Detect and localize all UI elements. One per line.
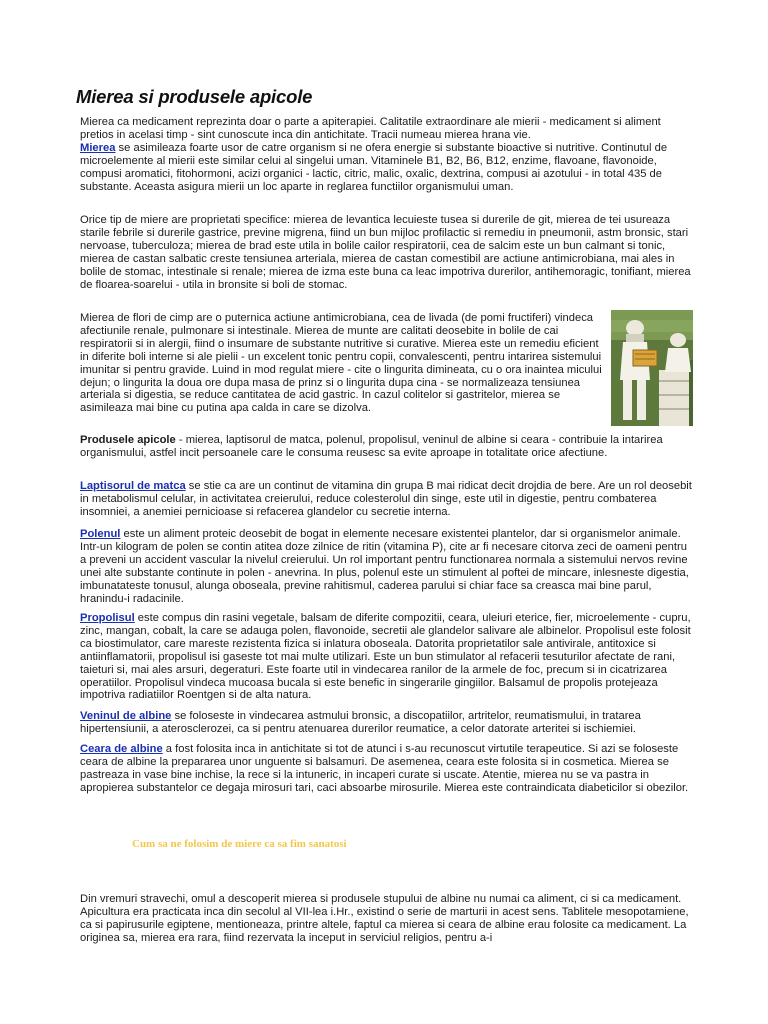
pollen-text: este un aliment proteic deosebit de bogat in elemente necesare existentei plantelor, dar si organismelor animale. Intr-un kilogram de polen se contin atitea doze zilnice de ritin (vitamina P), cite ar fi necesare citorva zeci de oameni pentru a preveni un accident vascular la nivelul creierului. Un rol important pentru functionarea normala a sistemului nervos revine unei alte substante continute in polen - anevrina. In plus, polenul este un stimulent al poftei de mincare, inlesneste digestia, imbunatateste tonusul, alunga oboseala, previne rahitismul, caderea parului si chiar face sa creasca mai bine parul, hranindu-i radacinile. xyxy=(80,528,689,605)
link-veninul-de-albine[interactable]: Veninul de albine xyxy=(80,710,172,722)
section-subheading: Cum sa ne folosim de miere ca sa fim sanatosi xyxy=(132,838,347,850)
page-title: Mierea si produsele apicole xyxy=(76,86,313,107)
paragraph-intro xyxy=(80,116,694,193)
propolis-text: este compus din rasini vegetale, balsam de diferite compozitii, ceara, uleiuri eterice, fier, microelemente - cupru, zinc, mangan, cobalt, la care se adauga polen, flavonoide, secretii ale glandelor salivare ale albinelor. Propolisul este folosit ca biostimulator, care mareste rezistenta fizica si inlatura oboseala. Datorita proprietatilor sale antivirale, antitoxice si antiinflamatorii, propolisul isi gaseste tot mai multe utilizari. Este un bun stimulator al refacerii tesuturilor afectate de rani, taieturi si, mai ales arsuri, degeraturi. Este foarte util in vindecarea ranilor de la armele de foc, precum si in cicatrizarea operatiilor. Propolisul vindeca mucoasa bucala si este benefic in singerarile gingiilor. Balsamul de propolis protejeaza impotriva radiatiilor Roentgen si de alta natura. xyxy=(80,612,691,702)
paragraph-apicultural-products xyxy=(80,434,694,460)
paragraph-royal-jelly xyxy=(80,480,694,519)
royal-jelly-text: se stie ca are un continut de vitamina din grupa B mai ridicat decit drojdia de bere. Are un rol deosebit in metabolismul celular, in activitatea creierului, reduce colesterolul din singe, este util in digestie, pentru combaterea insomniei, a anemiei pernicioase si refacerea glandelor cu secretie interna. xyxy=(80,480,692,518)
paragraph-propolis xyxy=(80,612,694,702)
bee-venom-text: se foloseste in vindecarea astmului bronsic, a discopatiilor, artritelor, reumatismului, in tratarea hipertensiunii, a aterosclerozei, ca si pentru atenuarea durerilor reumatice, a celor datorate arteritei si ischiemiei. xyxy=(80,710,641,735)
paragraph-pollen xyxy=(80,528,694,605)
intro-text: Mierea ca medicament reprezinta doar o parte a apiterapiei. Calitatile extraordinare ale mierii - medicament si aliment pretios in acelasi timp - sint cunoscute inca din antichitate. Tracii numeau mierea hrana vie. xyxy=(80,116,661,141)
link-propolisul[interactable]: Propolisul xyxy=(80,612,135,624)
paragraph-bee-venom xyxy=(80,710,694,736)
link-laptisorul-de-matca[interactable]: Laptisorul de matca xyxy=(80,480,186,492)
beeswax-text: a fost folosita inca in antichitate si tot de atunci i s-au recunoscut virtutile terapeutice. Si azi se foloseste ceara de albine la prepararea unor unguente si balsamuri. De asemenea, ceara este folosita si in cosmetica. Mierea se pastreaza in vase bine inchise, la rece si la intuneric, in incaperi curate si uscate. Atentie, mierea nu se va pastra in apropierea substantelor ce degaja mirosuri tari, caci absoarbe mirosurile. Mierea este contraindicata diabeticilor si obezilor. xyxy=(80,743,689,794)
apicultural-products-text: - mierea, laptisorul de matca, polenul, propolisul, veninul de albine si ceara - contribuie la intarirea organismului, astfel incit persoanele care le consuma reusesc sa evite aproape in totalitate orice afectiune. xyxy=(80,434,663,459)
paragraph-honey-uses: Mierea de flori de cimp are o puternica actiune antimicrobiana, cea de livada (de pomi fructiferi) vindeca afectiunile renale, pulmonare si intestinale. Mierea de munte are calitati deosebite in bolile de cai respiratorii si in alergii, fiind o insumare de substante nutritive si curative. Mierea este un remediu eficient in diferite boli interne si ale pielii - un excelent tonic pentru copii, convalescenti, pentru intarirea sistemului imunitar si pentru gravide. Luind in mod regulat miere - cite o lingurita dimineata, cu o ora inaintea micului dejun; o lingurita la doua ore dupa masa de prinz si o lingurita dupa cina - se normalizeaza tensiunea arteriala si digestia, se reduce cantitatea de acid gastric. In cazul colitelor si gastritelor, mierea se asimileaza mai bine cu putina apa calda in care se dizolva. xyxy=(80,312,602,415)
paragraph-honey-types: Orice tip de miere are proprietati specifice: mierea de levantica lecuieste tusea si durerile de git, mierea de tei usureaza starile febrile si durerile gastrice, previne migrena, fiind un bun mijloc profilactic si remediu in pneumonii, astm bronsic, stari nervoase, tuberculoza; mierea de brad este utila in bolile cailor respiratorii, cea de salcim este un bun calmant si tonic, mierea de castan salbatic creste tensiunea arteriala, mierea de castan comestibil are actiune antimicrobiana, mai ales in bolile de stomac, intestinale si renale; mierea de izma este buna ca leac impotriva durerilor, antihemoragic, tonifiant, mierea de floarea-soarelui - utila in bronsite si boli de stomac. xyxy=(80,214,691,291)
paragraph-beeswax xyxy=(80,743,694,795)
beekeepers-photo xyxy=(611,310,693,426)
apicultural-products-heading: Produsele apicole xyxy=(80,434,176,446)
link-mierea[interactable]: Mierea xyxy=(80,141,116,154)
link-ceara-de-albine[interactable]: Ceara de albine xyxy=(80,743,163,755)
intro-continuation: se asimileaza foarte usor de catre organism si ne ofera energie si substante bioactive si nutritive. Continutul de microelemente al mierii este similar celui al singelui uman. Vitaminele B1, B2, B6, B12, enzime, flavoane, flavonoide, compusi aromatici, fitohormoni, acizi organici - lactic, citric, malic, oxalic, dextrina, compusi ai azotului - in total 435 de substante. Aceasta asigura mierii un loc aparte in reglarea functiilor organismului uman. xyxy=(80,141,668,193)
link-polenul[interactable]: Polenul xyxy=(80,528,121,540)
paragraph-history: Din vremuri stravechi, omul a descoperit mierea si produsele stupului de albine nu numai ca aliment, ci si ca medicament. Apicultura era practicata inca din secolul al VII-lea i.Hr., existind o serie de marturii in acest sens. Tablitele mesopotamiene, ca si papirusurile egiptene, mentioneaza, printre altele, faptul ca mierea si ceara de albine erau folosite ca medicament. La originea sa, mierea era rara, fiind rezervata la inceput in serviciul religios, pentru a-i xyxy=(80,893,689,944)
